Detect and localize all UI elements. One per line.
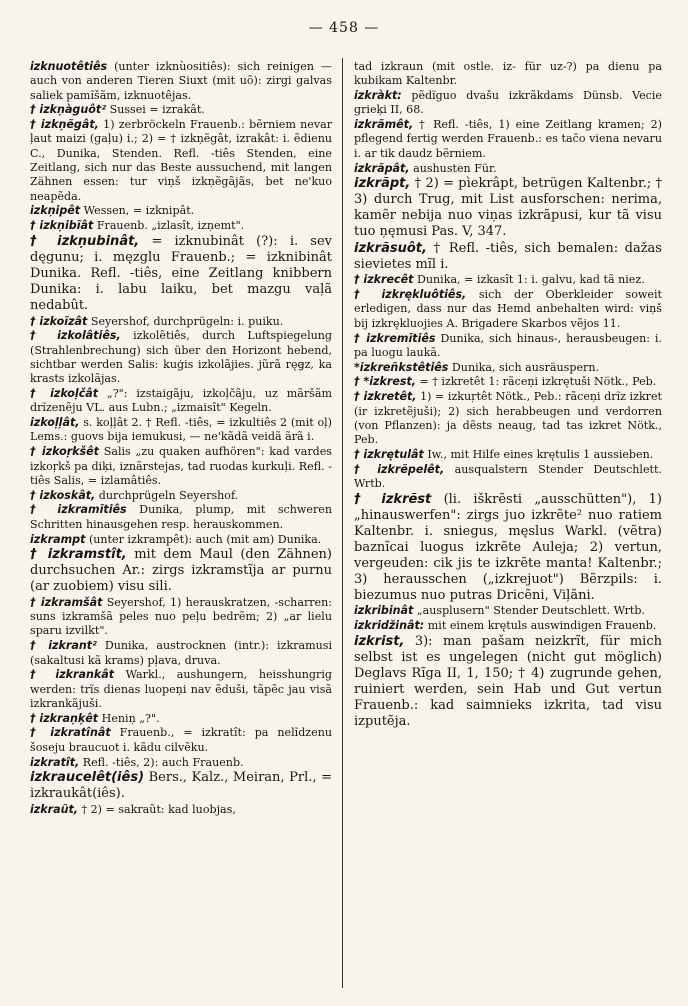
entry-headword: † izkrętulât	[354, 447, 424, 461]
dictionary-entry	[30, 726, 332, 755]
entry-text: Frauenb., = izkratît: pa nelĩdzenu šoseju braucuot i. kãdu cilvẽku.	[30, 726, 332, 754]
entry-headword: † izkolâtiês,	[30, 329, 121, 343]
entry-text: Bers., Kalz., Meiran, Prl., = izkraukât(iês).	[30, 770, 332, 802]
dictionary-entry	[354, 288, 662, 331]
dictionary-entry	[354, 60, 662, 89]
dictionary-entry	[30, 503, 332, 532]
entry-headword: izkraũt,	[30, 802, 79, 816]
dictionary-entry	[30, 639, 332, 668]
left-column	[30, 60, 332, 818]
entry-headword: izkņipêt	[30, 204, 81, 218]
entry-headword: † izkņẽgât,	[30, 118, 99, 132]
entry-headword: izkraucelêt(iês)	[30, 770, 145, 786]
entry-text: † 2) = sakraũt: kad luobjas,	[81, 802, 236, 816]
entry-headword: † izkramšât	[30, 595, 103, 609]
entry-headword: † izkoļčât	[30, 387, 99, 401]
entry-headword: izkrãpât,	[354, 161, 410, 175]
dictionary-entry	[354, 361, 662, 375]
entry-text: s. koļļât 2. † Refl. -tiês, = izkultiês 2 (mit oļ) Lems.: guovs bija iemukusi, — ne'kãdã veidã ãrã i.	[30, 416, 333, 444]
entry-headword: † izkņibĩât	[30, 219, 94, 233]
dictionary-entry	[30, 547, 332, 595]
entry-text: = † izkretêt 1: rãceņi izkrętuši Nötk., Peb.	[419, 375, 657, 389]
dictionary-entry	[354, 448, 662, 462]
entry-text: † 2) = pìekrâpt, betrügen Kaltenbr.; † 3) durch Trug, mit List ausforschen: nerima, kamẽr nebija nuo viņas izkrãpusi, kur tã visu tuo ņęmusi Pas. V, 347.	[354, 176, 663, 240]
dictionary-entry	[354, 176, 662, 240]
entry-headword: † izkoĩzât	[30, 314, 88, 328]
dictionary-entry	[30, 596, 332, 639]
entry-text: (unter izkrampêt): auch (mit am) Dunika.	[88, 532, 322, 546]
entry-headword: izkratît,	[30, 755, 80, 769]
dictionary-entry	[354, 492, 662, 604]
dictionary-entry	[30, 103, 332, 117]
entry-headword: *izkreñkstêtiês	[354, 360, 449, 374]
dictionary-entry	[354, 375, 662, 389]
entry-text: Frauenb. „izlasît, izņemt".	[96, 219, 245, 233]
dictionary-entry	[30, 803, 332, 817]
entry-headword: izkrãsuôt,	[354, 240, 427, 256]
entry-headword: † izkoŗkšêt	[30, 445, 99, 459]
dictionary-entry	[30, 204, 332, 218]
dictionary-entry	[30, 712, 332, 726]
entry-text: Wessen, = izknipât.	[83, 204, 195, 218]
dictionary-entry	[354, 634, 662, 730]
entry-headword: † izkoskât,	[30, 488, 96, 502]
dictionary-entry	[30, 489, 332, 503]
dictionary-entry	[30, 770, 332, 802]
entry-headword: † izkņubinât,	[30, 234, 140, 250]
entry-headword: izknuotêtiês	[30, 60, 108, 73]
entry-text: Salis „zu quaken aufhören": kad vardes izkoŗkš pa diķi, iznãrstejas, tad ruodas kurkuļi. Refl. -tiês Salis, = izlamâtiês.	[30, 445, 332, 487]
dictionary-entry	[354, 332, 662, 361]
entry-headword: † izkramstît,	[30, 547, 127, 563]
dictionary-entry	[30, 668, 332, 711]
dictionary-entry	[354, 273, 662, 287]
entry-headword: † izkretêt,	[354, 390, 417, 404]
entry-headword: izkrist,	[354, 633, 405, 649]
dictionary-entry	[30, 219, 332, 233]
entry-text: mit einem krętuls auswindigen Frauenb.	[427, 619, 657, 633]
dictionary-entry	[354, 619, 662, 633]
entry-headword: † izkrękluôtiês,	[354, 288, 467, 302]
entry-text: = izknubinât (?): i. sev dęgunu; i. męzglu Frauenb.; = izknibinât Dunika. Refl. -tiês, eine Zeitlang knibbern Dunika: i. labu laiku, bet mazgu vaļã nedabût.	[30, 234, 332, 314]
entry-headword: izkràkt:	[354, 89, 402, 103]
dictionary-entry	[354, 89, 662, 118]
entry-text: Dunika, austrocknen (intr.): izkramusi (sakaltusi kã krams) pļava, druva.	[30, 639, 332, 667]
dictionary-entry	[354, 241, 662, 273]
entry-text: † Refl. -tiês, 1) eine Zeitlang kramen; 2) pflegend fertig werden Frauenb.: es tačo viena nevaru i. ar tik daudz bẽrniem.	[354, 118, 662, 160]
column-divider	[342, 58, 343, 988]
dictionary-entry	[30, 387, 332, 416]
entry-text: Refl. -tiês, 2): auch Frauenb.	[82, 755, 244, 769]
entry-text: † Refl. -tiês, sich bemalen: dažas sievietes mĩl i.	[354, 240, 662, 272]
entry-text: Heniņ „?".	[101, 711, 160, 725]
dictionary-entry	[354, 463, 662, 492]
entry-headword: † izkrant²	[30, 639, 97, 653]
dictionary-entry	[30, 60, 332, 103]
entry-headword: izkoļļât,	[30, 416, 80, 430]
entry-text: izkolẽtiês, durch Luftspiegelung (Strahlenbrechung) sich über den Horizont hebend, sichtbar werden Salis: kuģis izkolãjies. jũrã ręꞡz, ka krasts izkolãjas.	[30, 329, 333, 386]
dictionary-entry	[30, 315, 332, 329]
entry-text: tad izkraun (mit ostle. iz- für uz-?) pa dienu pa kubikam Kaltenbr.	[354, 60, 662, 88]
dictionary-entry	[30, 416, 332, 445]
entry-text: Dunika, sich hinaus-, herausbeugen: i. pa luogu laukã.	[354, 331, 662, 359]
right-column	[354, 60, 662, 730]
entry-headword: † izkņàguôt²	[30, 103, 107, 117]
entry-text: „ausplusern" Stender Deutschlett. Wrtb.	[416, 604, 645, 618]
entry-text: mit dem Maul (den Zähnen) durchsuchen Ar.: zirgs izkramstĩja ar purnu (ar zuobiem) visu sili.	[30, 547, 332, 595]
entry-text: Dunika, sich ausräuspern.	[451, 360, 600, 374]
entry-headword: izkrãpt,	[354, 176, 411, 192]
entry-text: Iw., mit Hilfe eines krętulis 1 aussieben.	[427, 447, 654, 461]
entry-text: ausqualstern Stender Deutschlett. Wrtb.	[354, 462, 662, 491]
dictionary-entry	[354, 162, 662, 176]
entry-text: 3): man pašam neizkrĩt, für mich selbst ist es ungelegen (nicht gut möglich) Deglavs Rĩga II, 1, 150; † 4) zugrunde gehen, ruiniert werden, sein Hab und Gut vertun Frauenb.: kad saimnieks izkrita, tad visu izputẽja.	[354, 633, 662, 729]
entry-headword: † izkrankât	[30, 668, 115, 682]
entry-text: 1) zerbröckeln Frauenb.: bẽrniem nevar ļaut maizi (gaļu) i.; 2) = † izkņẽgât, izrakât: i. ẽdienu C., Dunika, Stenden. Refl. -tiês Stenden, eine Zeitlang, sich nur das Beste aussuchend, mit langen Zähnen essen: tur viņš izkņẽgãjãs, bet ne'kuo neapẽda.	[30, 118, 333, 203]
entry-headword: † izkremĩtiês	[354, 331, 436, 345]
entry-text: durchprügeln Seyershof.	[98, 488, 239, 502]
entry-headword: † izkraņķêt	[30, 711, 99, 725]
page-number: — 458 —	[308, 20, 380, 36]
entry-text: (li. iškrẽsti „ausschütten"), 1) „hinauswerfen": zirgs juo izkrẽte² nuo ratiem Kaltenbr. i. sniegus, męslus Warkl. (vẽtra) baznĩcai luogus izkrẽte Auleja; 2) vertun, vergeuden: cik jis te izkrẽte manta! Kaltenbr.; 3) herausschen („izkrejuot") Bẽrzpils: i. biezumus nuo putras Dricẽni, Viļãni.	[354, 491, 662, 603]
dictionary-entry	[354, 604, 662, 618]
entry-headword: izkrampt	[30, 532, 86, 546]
entry-headword: izkrãmêt,	[354, 118, 414, 132]
dictionary-entry	[354, 118, 662, 161]
entry-text: (unter izknùositiês): sich reinigen — auch von anderen Tieren Siuxt (mit uõ): zirgi galvas saliek pamĩšãm, izknuotêjas.	[30, 60, 332, 102]
dictionary-entry	[30, 118, 332, 204]
entry-text: pẽdĩguo dvašu izkrãkdams Dünsb. Vecie grieķi II, 68.	[354, 89, 662, 117]
dictionary-entry	[30, 329, 332, 386]
entry-text: Warkl., aushungern, heisshungrig werden: trĩs dienas luopeņi nav ẽduši, tãpẽc jau visã izkrankãjuši.	[30, 668, 332, 710]
dictionary-entry	[30, 445, 332, 488]
dictionary-entry	[30, 234, 332, 314]
entry-headword: izkribinât	[354, 604, 414, 618]
entry-text: „?": izstaigãju, izkoļčãju, uz mãršãm drĩzenẽju VL. aus Lubn.; „izmaisît" Kegeln.	[30, 387, 332, 415]
entry-text: Dunika, = izkasît 1: i. galvu, kad tã niez.	[416, 273, 645, 287]
entry-text: sich der Oberkleider soweit erledigen, dass nur das Hemd anbehalten wird: viņš bij izkrękluojies A. Brigadere Skarbos vẽjos 11.	[354, 288, 662, 330]
dictionary-entry	[30, 756, 332, 770]
entry-headword: † izkratînât	[30, 726, 111, 740]
entry-headword: † izkrecêt	[354, 273, 414, 287]
entry-headword: † izkramĩtiês	[30, 503, 127, 517]
entry-text: 1) = izkuŗtêt Nötk., Peb.: rãceņi drĩz izkret (ir izkretẽjuši); 2) sich herabbeugen und verdorren (von Pflanzen): ja dẽsts neaug, tad tas izkret Nötk., Peb.	[354, 390, 662, 447]
entry-text: Sussei = izrakât.	[109, 103, 205, 117]
entry-headword: izkridžinât:	[354, 619, 425, 633]
entry-headword: † *izkrest,	[354, 375, 416, 389]
entry-text: Seyershof, durchprügeln: i. puiku.	[90, 314, 284, 328]
entry-text: Seyershof, 1) herauskratzen, -scharren: suns izkramšã peles nuo peļu bedrẽm; 2) „ar lielu sparu izvilkt".	[30, 595, 332, 638]
entry-text: aushusten Für.	[413, 161, 497, 175]
entry-headword: † izkrẽst	[354, 491, 432, 507]
dictionary-entry	[30, 533, 332, 547]
entry-headword: † izkrẽpelêt,	[354, 462, 445, 476]
entry-text: Dunika, plump, mit schweren Schritten hinausgehen resp. herauskommen.	[30, 503, 332, 531]
dictionary-entry	[354, 390, 662, 447]
